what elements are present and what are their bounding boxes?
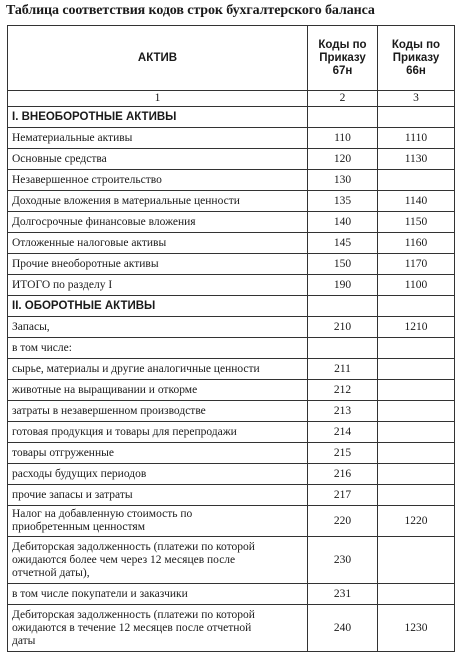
row-label: в том числе: <box>8 338 308 359</box>
row-label: Незавершенное строительство <box>8 170 308 191</box>
table-row <box>8 422 455 443</box>
column-number-2: 2 <box>308 91 378 107</box>
table-row <box>8 170 455 191</box>
header-66n-line1: Коды по <box>391 38 441 51</box>
code-66n-cell <box>378 422 455 443</box>
code-67n-cell: 150 <box>308 254 378 275</box>
code-66n-cell: 1160 <box>378 233 455 254</box>
code-67n-cell: 214 <box>308 422 378 443</box>
code-67n-cell: 220 <box>308 506 378 537</box>
code-67n-cell <box>308 338 378 359</box>
table-row <box>8 401 455 422</box>
column-header-aktiv: АКТИВ <box>8 26 308 91</box>
table-row <box>8 338 455 359</box>
column-number-3: 3 <box>378 91 455 107</box>
code-66n-cell: 1100 <box>378 275 455 296</box>
code-67n-cell: 215 <box>308 443 378 464</box>
column-header-code-66n <box>378 26 455 91</box>
row-label <box>8 506 308 537</box>
header-67n-line3: 67н <box>332 64 353 77</box>
code-66n-cell: 1210 <box>378 317 455 338</box>
code-66n-cell <box>378 107 455 128</box>
code-66n-cell <box>378 464 455 485</box>
header-66n-line3: 66н <box>406 64 426 77</box>
table-header-row <box>8 26 455 91</box>
row-label: в том числе покупатели и заказчики <box>8 584 308 605</box>
table-row <box>8 506 455 537</box>
code-67n-cell: 230 <box>308 537 378 584</box>
table-row <box>8 537 455 584</box>
table-row <box>8 275 455 296</box>
code-66n-cell <box>378 443 455 464</box>
column-number-row <box>8 91 455 107</box>
code-67n-cell: 130 <box>308 170 378 191</box>
row-label: Доходные вложения в материальные ценности <box>8 191 308 212</box>
code-67n-cell: 213 <box>308 401 378 422</box>
code-67n-cell: 217 <box>308 485 378 506</box>
code-67n-cell <box>308 296 378 317</box>
table-row <box>8 380 455 401</box>
row-label-line: Дебиторская задолженность (платежи по которой <box>12 608 255 621</box>
row-label <box>8 537 308 584</box>
row-label: расходы будущих периодов <box>8 464 308 485</box>
row-label: сырье, материалы и другие аналогичные ценности <box>8 359 308 380</box>
code-66n-cell <box>378 485 455 506</box>
row-label-line: Дебиторская задолженность (платежи по которой <box>12 540 255 553</box>
code-66n-cell <box>378 537 455 584</box>
code-66n-cell <box>378 170 455 191</box>
table-row <box>8 317 455 338</box>
row-label: Отложенные налоговые активы <box>8 233 308 254</box>
balance-code-table <box>7 25 455 652</box>
code-66n-cell: 1130 <box>378 149 455 170</box>
row-label-line: отчетной даты), <box>12 566 90 579</box>
row-label-line: даты <box>12 634 36 647</box>
column-header-code-67n <box>308 26 378 91</box>
section-title: I. ВНЕОБОРОТНЫЕ АКТИВЫ <box>8 107 308 128</box>
code-66n-cell <box>378 380 455 401</box>
column-number-1: 1 <box>8 91 308 107</box>
code-66n-cell <box>378 584 455 605</box>
code-66n-cell: 1110 <box>378 128 455 149</box>
row-label: Нематериальные активы <box>8 128 308 149</box>
code-66n-cell: 1140 <box>378 191 455 212</box>
row-label: животные на выращивании и откорме <box>8 380 308 401</box>
code-66n-cell <box>378 338 455 359</box>
header-67n-line1: Коды по <box>318 38 367 51</box>
table-row <box>8 584 455 605</box>
table-row <box>8 149 455 170</box>
code-67n-cell <box>308 107 378 128</box>
row-label: прочие запасы и затраты <box>8 485 308 506</box>
row-label-line: приобретенным ценностям <box>12 521 145 533</box>
code-67n-cell: 240 <box>308 605 378 652</box>
section-row <box>8 107 455 128</box>
table-body <box>8 107 455 652</box>
table-row <box>8 191 455 212</box>
row-label: Запасы, <box>8 317 308 338</box>
section-title: II. ОБОРОТНЫЕ АКТИВЫ <box>8 296 308 317</box>
header-67n-line2: Приказу <box>319 51 366 64</box>
table-row <box>8 212 455 233</box>
row-label-line: ожидаются более чем через 12 месяцев после <box>12 553 236 566</box>
code-67n-cell: 216 <box>308 464 378 485</box>
row-label: ИТОГО по разделу I <box>8 275 308 296</box>
code-67n-cell: 120 <box>308 149 378 170</box>
code-66n-cell: 1150 <box>378 212 455 233</box>
header-66n-line2: Приказу <box>392 51 440 64</box>
table-row <box>8 464 455 485</box>
table-row <box>8 233 455 254</box>
row-label: Прочие внеоборотные активы <box>8 254 308 275</box>
row-label-line: Налог на добавленную стоимость по <box>12 508 193 520</box>
table-row <box>8 605 455 652</box>
table-row <box>8 485 455 506</box>
code-67n-cell: 140 <box>308 212 378 233</box>
row-label: готовая продукция и товары для перепродажи <box>8 422 308 443</box>
row-label: Долгосрочные финансовые вложения <box>8 212 308 233</box>
table-row <box>8 443 455 464</box>
row-label <box>8 605 308 652</box>
section-row <box>8 296 455 317</box>
code-66n-cell <box>378 296 455 317</box>
row-label: товары отгруженные <box>8 443 308 464</box>
code-67n-cell: 110 <box>308 128 378 149</box>
row-label: затраты в незавершенном производстве <box>8 401 308 422</box>
code-66n-cell <box>378 359 455 380</box>
code-67n-cell: 190 <box>308 275 378 296</box>
document-title: Таблица соответствия кодов строк бухгалтерского баланса <box>6 3 375 18</box>
table-row <box>8 254 455 275</box>
code-66n-cell <box>378 401 455 422</box>
code-66n-cell: 1170 <box>378 254 455 275</box>
code-66n-cell: 1220 <box>378 506 455 537</box>
table-row <box>8 128 455 149</box>
code-66n-cell: 1230 <box>378 605 455 652</box>
code-67n-cell: 231 <box>308 584 378 605</box>
code-67n-cell: 211 <box>308 359 378 380</box>
row-label: Основные средства <box>8 149 308 170</box>
code-67n-cell: 212 <box>308 380 378 401</box>
code-67n-cell: 145 <box>308 233 378 254</box>
code-67n-cell: 210 <box>308 317 378 338</box>
table-row <box>8 359 455 380</box>
code-67n-cell: 135 <box>308 191 378 212</box>
row-label-line: ожидаются в течение 12 месяцев после отчетной <box>12 621 252 634</box>
